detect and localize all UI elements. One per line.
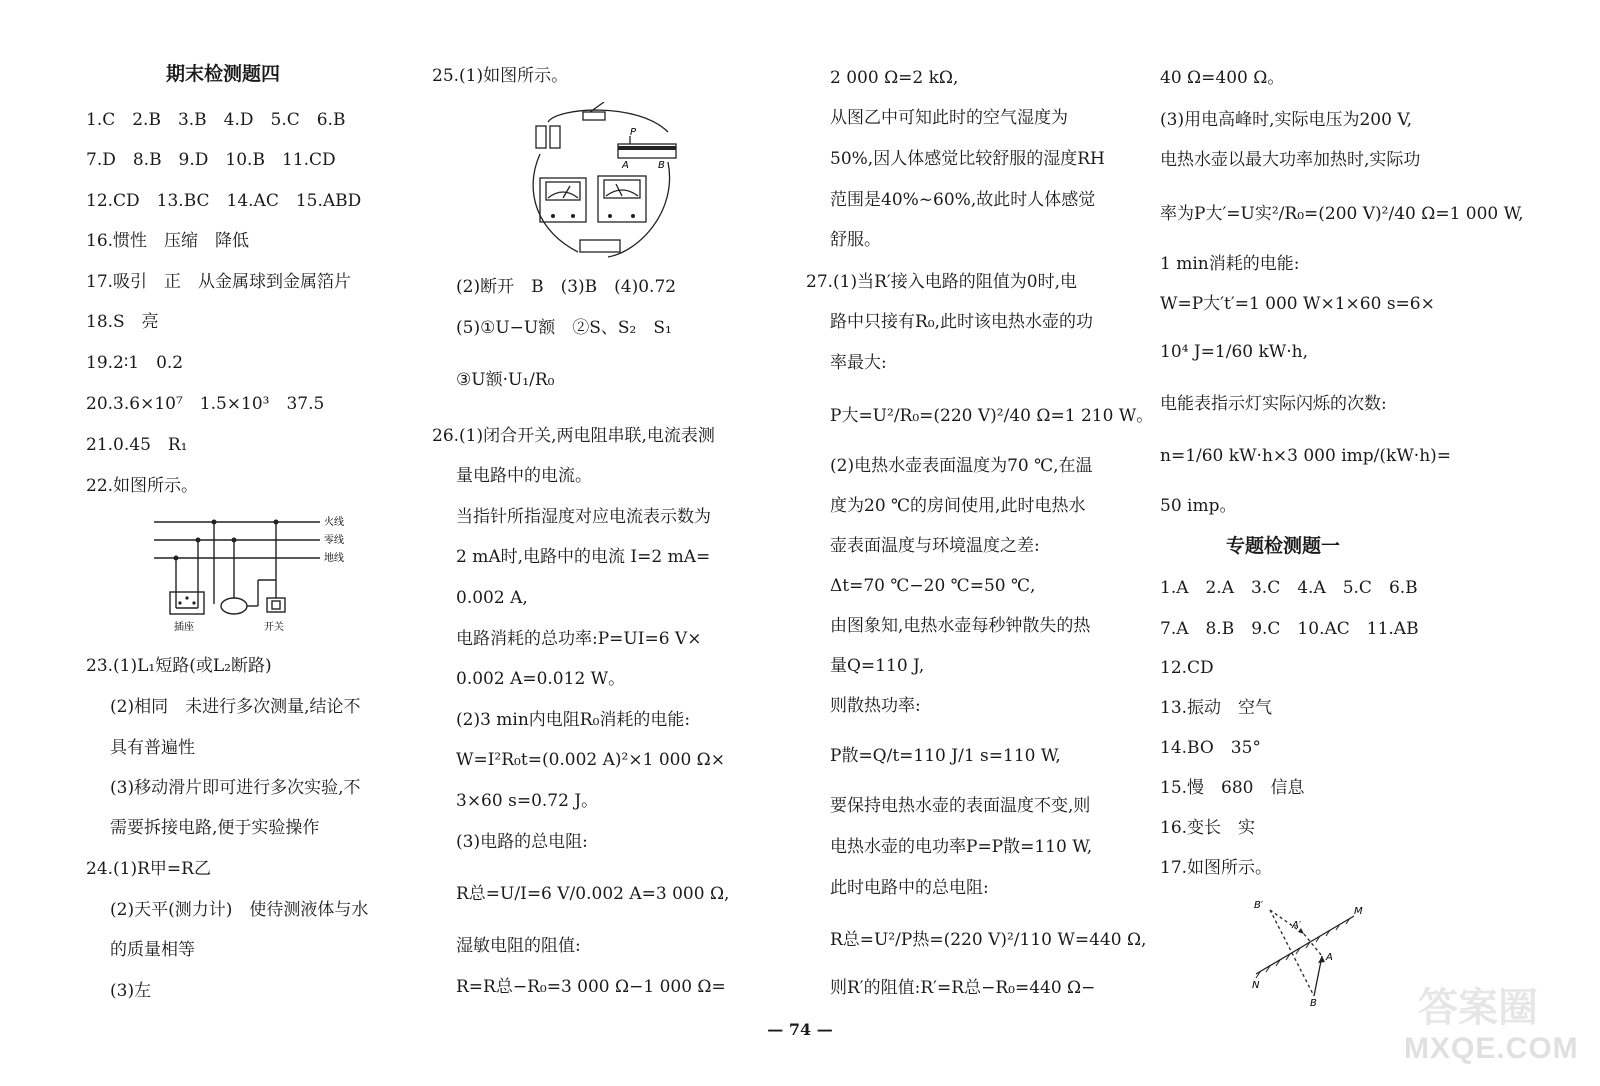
answer-line: (2)断开 B (3)B (4)0.72	[456, 277, 677, 297]
answer-line: 16.惯性 压缩 降低	[86, 231, 250, 251]
watermark-mark: 答案圈	[1418, 985, 1538, 1031]
image-b-prime-label: B′	[1254, 900, 1264, 911]
terminal-b-label: B	[658, 160, 665, 171]
object-a-label: A	[1326, 952, 1333, 963]
answer-line: 需要拆接电路,便于实验操作	[110, 818, 320, 838]
ground-wire-label: 地线	[324, 553, 344, 564]
answer-line: 度为20 ℃的房间使用,此时电热水	[830, 496, 1086, 516]
page-number: — 74 —	[767, 1020, 833, 1039]
answer-line: 则R′的阻值:R′=R总−R₀=440 Ω−	[830, 978, 1096, 998]
terminal-a-label: A	[622, 160, 629, 171]
answer-line: W=I²R₀t=(0.002 A)²×1 000 Ω×	[456, 750, 726, 770]
answer-line: n=1/60 kW·h×3 000 imp/(kW·h)=	[1160, 446, 1452, 466]
answer-line: R=R总−R₀=3 000 Ω−1 000 Ω=	[456, 977, 726, 997]
object-b-label: B	[1310, 998, 1317, 1008]
neutral-wire-label: 零线	[324, 535, 344, 546]
answer-line: 0.002 A=0.012 W。	[456, 669, 626, 689]
household-circuit-diagram	[152, 514, 372, 640]
mirror-n-label: N	[1252, 980, 1260, 991]
answer-line: P散=Q/t=110 J/1 s=110 W,	[830, 746, 1061, 766]
experiment-circuit-diagram	[518, 102, 688, 272]
answer-line: 路中只接有R₀,此时该电热水壶的功	[830, 312, 1094, 332]
answer-line: 3×60 s=0.72 J。	[456, 791, 599, 811]
answer-line: (2)电热水壶表面温度为70 ℃,在温	[830, 456, 1093, 476]
answer-line: 当指针所指湿度对应电流表示数为	[456, 507, 711, 527]
answer-line: 具有普遍性	[110, 738, 195, 758]
answer-line: R总=U/I=6 V/0.002 A=3 000 Ω,	[456, 884, 730, 904]
image-a-prime-label: A′	[1292, 920, 1302, 931]
answer-line: 12.CD	[1160, 658, 1214, 678]
answer-line: 16.变长 实	[1160, 818, 1256, 838]
answer-line: 则散热功率:	[830, 696, 921, 716]
answer-line: 1.C 2.B 3.B 4.D 5.C 6.B	[86, 110, 346, 130]
answer-line: 壶表面温度与环境温度之差:	[830, 536, 1040, 556]
answer-line: 1.A 2.A 3.C 4.A 5.C 6.B	[1160, 578, 1418, 598]
answer-line: P大=U²/R₀=(220 V)²/40 Ω=1 210 W。	[830, 406, 1154, 426]
watermark	[1404, 976, 1579, 1072]
answer-line: 18.S 亮	[86, 312, 159, 332]
section-title-special-test-1: 专题检测题一	[1226, 535, 1341, 557]
answer-line: 电路消耗的总功率:P=UI=6 V×	[456, 629, 702, 649]
answer-line: 电热水壶的电功率P=P散=110 W,	[830, 837, 1093, 857]
answer-line: 由图象知,电热水壶每秒钟散失的热	[830, 616, 1091, 636]
watermark-site: MXQE.COM	[1404, 1032, 1579, 1065]
slider-p-label: P	[630, 127, 637, 138]
answer-line: 量Q=110 J,	[830, 656, 925, 676]
answer-line: 0.002 A,	[456, 588, 528, 608]
answer-line: 50 imp。	[1160, 496, 1237, 516]
answer-line: 23.(1)L₁短路(或L₂断路)	[86, 656, 272, 676]
answer-line: (3)电路的总电阻:	[456, 832, 588, 852]
mirror-image-diagram	[1246, 896, 1366, 1008]
answer-line: 19.2∶1 0.2	[86, 353, 184, 373]
section-title-final-test-4: 期末检测题四	[166, 63, 281, 85]
answer-line: 25.(1)如图所示。	[432, 66, 569, 86]
answer-line: 要保持电热水壶的表面温度不变,则	[830, 796, 1091, 816]
mirror-m-label: M	[1354, 906, 1363, 917]
answer-line: R总=U²/P热=(220 V)²/110 W=440 Ω,	[830, 930, 1147, 950]
answer-line: 电能表指示灯实际闪烁的次数:	[1160, 394, 1387, 414]
answer-line: 17.吸引 正 从金属球到金属箔片	[86, 272, 352, 292]
answer-line: 17.如图所示。	[1160, 858, 1273, 878]
answer-line: (2)天平(测力计) 使待测液体与水	[110, 900, 369, 920]
fire-wire-label: 火线	[324, 517, 344, 528]
answer-line: 15.慢 680 信息	[1160, 778, 1305, 798]
answer-line: 13.振动 空气	[1160, 698, 1273, 718]
socket-label: 插座	[174, 622, 194, 633]
answer-line: 14.BO 35°	[1160, 738, 1261, 758]
switch-label: 开关	[264, 622, 284, 633]
answer-line: 1 min消耗的电能:	[1160, 254, 1300, 274]
answer-line: 舒服。	[830, 230, 881, 250]
answer-line: 40 Ω=400 Ω。	[1160, 68, 1285, 88]
answer-line: 量电路中的电流。	[456, 466, 592, 486]
answer-line: 10⁴ J=1/60 kW·h,	[1160, 342, 1309, 362]
answer-line: (5)①U−U额 ②S、S₂ S₁	[456, 318, 672, 338]
answer-line: 此时电路中的总电阻:	[830, 878, 989, 898]
answer-line: 27.(1)当R′接入电路的阻值为0时,电	[806, 272, 1077, 292]
answer-line: 从图乙中可知此时的空气湿度为	[830, 108, 1068, 128]
answer-line: 的质量相等	[110, 940, 195, 960]
answer-line: 电热水壶以最大功率加热时,实际功	[1160, 150, 1421, 170]
answer-line: 率最大:	[830, 353, 887, 373]
answer-line: 22.如图所示。	[86, 476, 199, 496]
answer-line: 湿敏电阻的阻值:	[456, 936, 581, 956]
answer-line: 7.A 8.B 9.C 10.AC 11.AB	[1160, 619, 1419, 639]
answer-line: 2 mA时,电路中的电流 I=2 mA=	[456, 547, 711, 567]
answer-line: 26.(1)闭合开关,两电阻串联,电流表测	[432, 426, 715, 446]
answer-line: (2)3 min内电阻R₀消耗的电能:	[456, 710, 691, 730]
answer-line: W=P大′t′=1 000 W×1×60 s=6×	[1160, 294, 1435, 314]
answer-line: ③U额·U₁/R₀	[456, 370, 555, 390]
answer-line: 7.D 8.B 9.D 10.B 11.CD	[86, 150, 336, 170]
answer-line: 范围是40%~60%,故此时人体感觉	[830, 190, 1096, 210]
answer-line: (3)移动滑片即可进行多次实验,不	[110, 778, 361, 798]
answer-line: 12.CD 13.BC 14.AC 15.ABD	[86, 191, 362, 211]
answer-line: 21.0.45 R₁	[86, 435, 188, 455]
answer-line: Δt=70 ℃−20 ℃=50 ℃,	[830, 576, 1036, 596]
answer-line: (3)用电高峰时,实际电压为200 V,	[1160, 110, 1413, 130]
answer-line: 24.(1)R甲=R乙	[86, 859, 211, 879]
answer-line: 20.3.6×10⁷ 1.5×10³ 37.5	[86, 394, 325, 414]
answer-line: 50%,因人体感觉比较舒服的湿度RH	[830, 149, 1105, 169]
answer-line: 2 000 Ω=2 kΩ,	[830, 68, 959, 88]
answer-line: (2)相同 未进行多次测量,结论不	[110, 697, 361, 717]
answer-line: (3)左	[110, 981, 152, 1001]
answer-line: 率为P大′=U实²/R₀=(200 V)²/40 Ω=1 000 W,	[1160, 204, 1524, 224]
